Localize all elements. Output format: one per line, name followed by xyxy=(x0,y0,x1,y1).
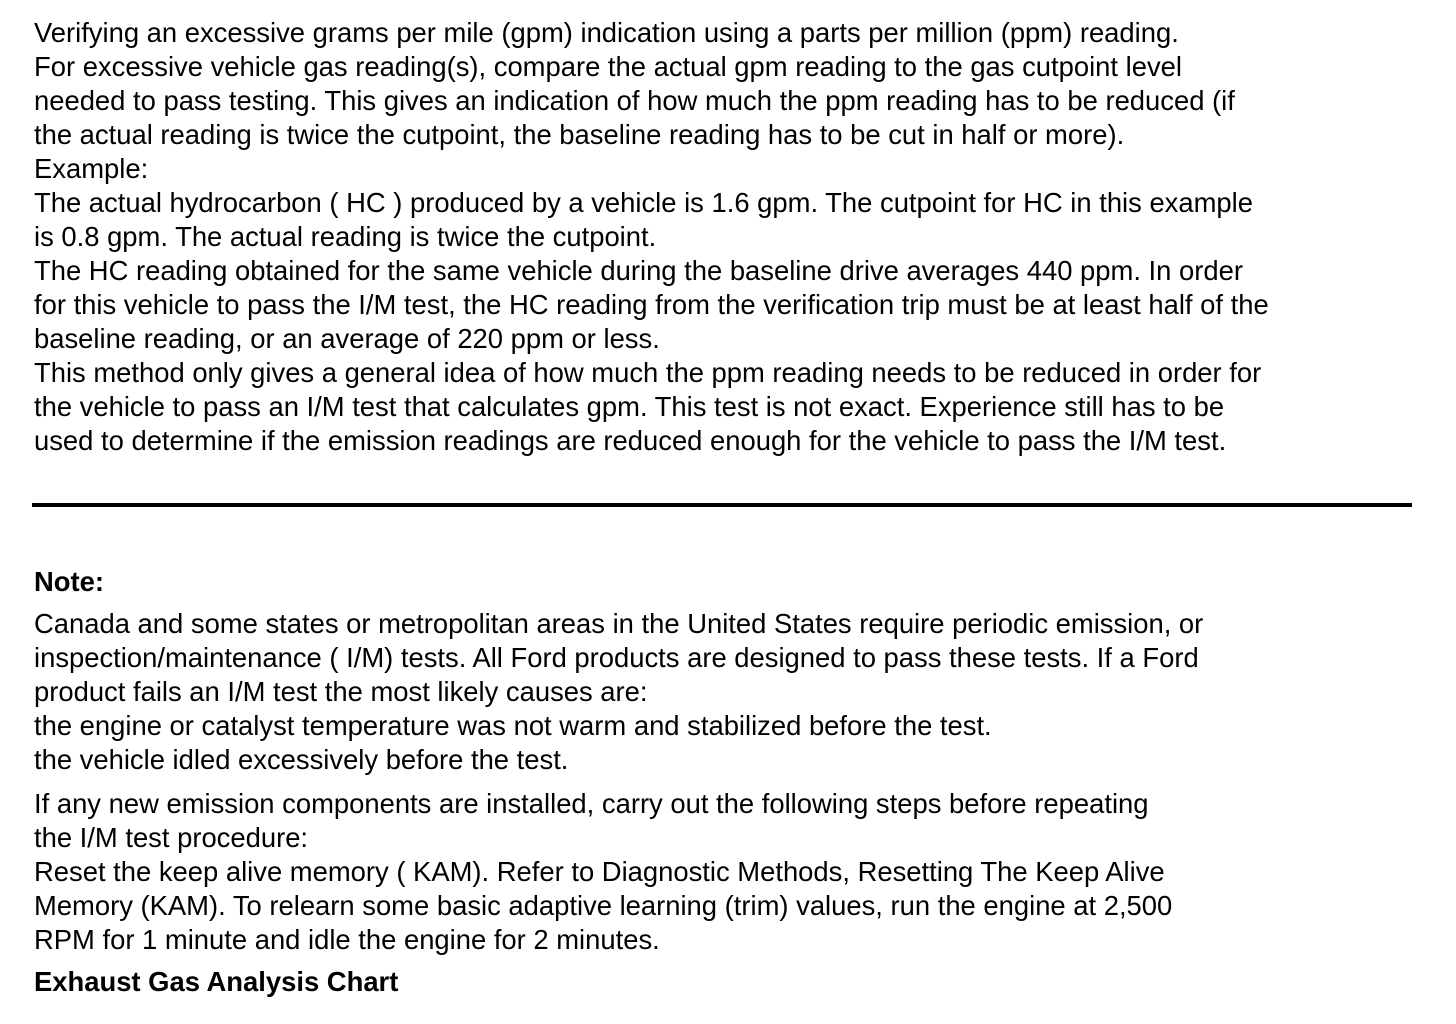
paragraph-line: is 0.8 gpm. The actual reading is twice the cutpoint. xyxy=(34,221,657,252)
cause-item: the vehicle idled excessively before the test. xyxy=(34,744,569,775)
paragraph-line: The actual hydrocarbon ( HC ) produced by a vehicle is 1.6 gpm. The cutpoint for HC in this example xyxy=(34,187,1253,218)
steps-line: Memory (KAM). To relearn some basic adaptive learning (trim) values, run the engine at 2,500 xyxy=(34,890,1173,921)
note-intro-line: Canada and some states or metropolitan areas in the United States require periodic emission, or xyxy=(34,608,1204,639)
chart-heading: Exhaust Gas Analysis Chart xyxy=(34,966,399,997)
steps-line: If any new emission components are installed, carry out the following steps before repeating xyxy=(34,788,1149,819)
note-intro-line: product fails an I/M test the most likely causes are: xyxy=(34,676,648,707)
paragraph-line: used to determine if the emission readings are reduced enough for the vehicle to pass the I/M test. xyxy=(34,425,1227,456)
paragraph-line: the actual reading is twice the cutpoint, the baseline reading has to be cut in half or more). xyxy=(34,119,1125,150)
gpm-verification-section xyxy=(34,16,1419,458)
steps-line: the I/M test procedure: xyxy=(34,822,309,853)
paragraph-line: Verifying an excessive grams per mile (gpm) indication using a parts per million (ppm) reading. xyxy=(34,17,1179,48)
note-section xyxy=(34,565,1419,999)
paragraph-line: For excessive vehicle gas reading(s), compare the actual gpm reading to the gas cutpoint level xyxy=(34,51,1182,82)
note-intro-line: inspection/maintenance ( I/M) tests. All Ford products are designed to pass these tests. If a Ford xyxy=(34,642,1199,673)
example-label: Example: xyxy=(34,153,149,184)
paragraph-line: The HC reading obtained for the same vehicle during the baseline drive averages 440 ppm. In order xyxy=(34,255,1243,286)
horizontal-divider xyxy=(32,503,1412,507)
paragraph-line: needed to pass testing. This gives an indication of how much the ppm reading has to be reduced (if xyxy=(34,85,1235,116)
paragraph-line: This method only gives a general idea of how much the ppm reading needs to be reduced in order for xyxy=(34,357,1262,388)
paragraph-line: the vehicle to pass an I/M test that calculates gpm. This test is not exact. Experience still has to be xyxy=(34,391,1225,422)
paragraph-line: baseline reading, or an average of 220 ppm or less. xyxy=(34,323,660,354)
steps-line: Reset the keep alive memory ( KAM). Refer to Diagnostic Methods, Resetting The Keep Alive xyxy=(34,856,1165,887)
cause-item: the engine or catalyst temperature was not warm and stabilized before the test. xyxy=(34,710,992,741)
note-heading: Note: xyxy=(34,566,104,597)
paragraph-line: for this vehicle to pass the I/M test, the HC reading from the verification trip must be at least half of the xyxy=(34,289,1269,320)
steps-line: RPM for 1 minute and idle the engine for 2 minutes. xyxy=(34,924,660,955)
